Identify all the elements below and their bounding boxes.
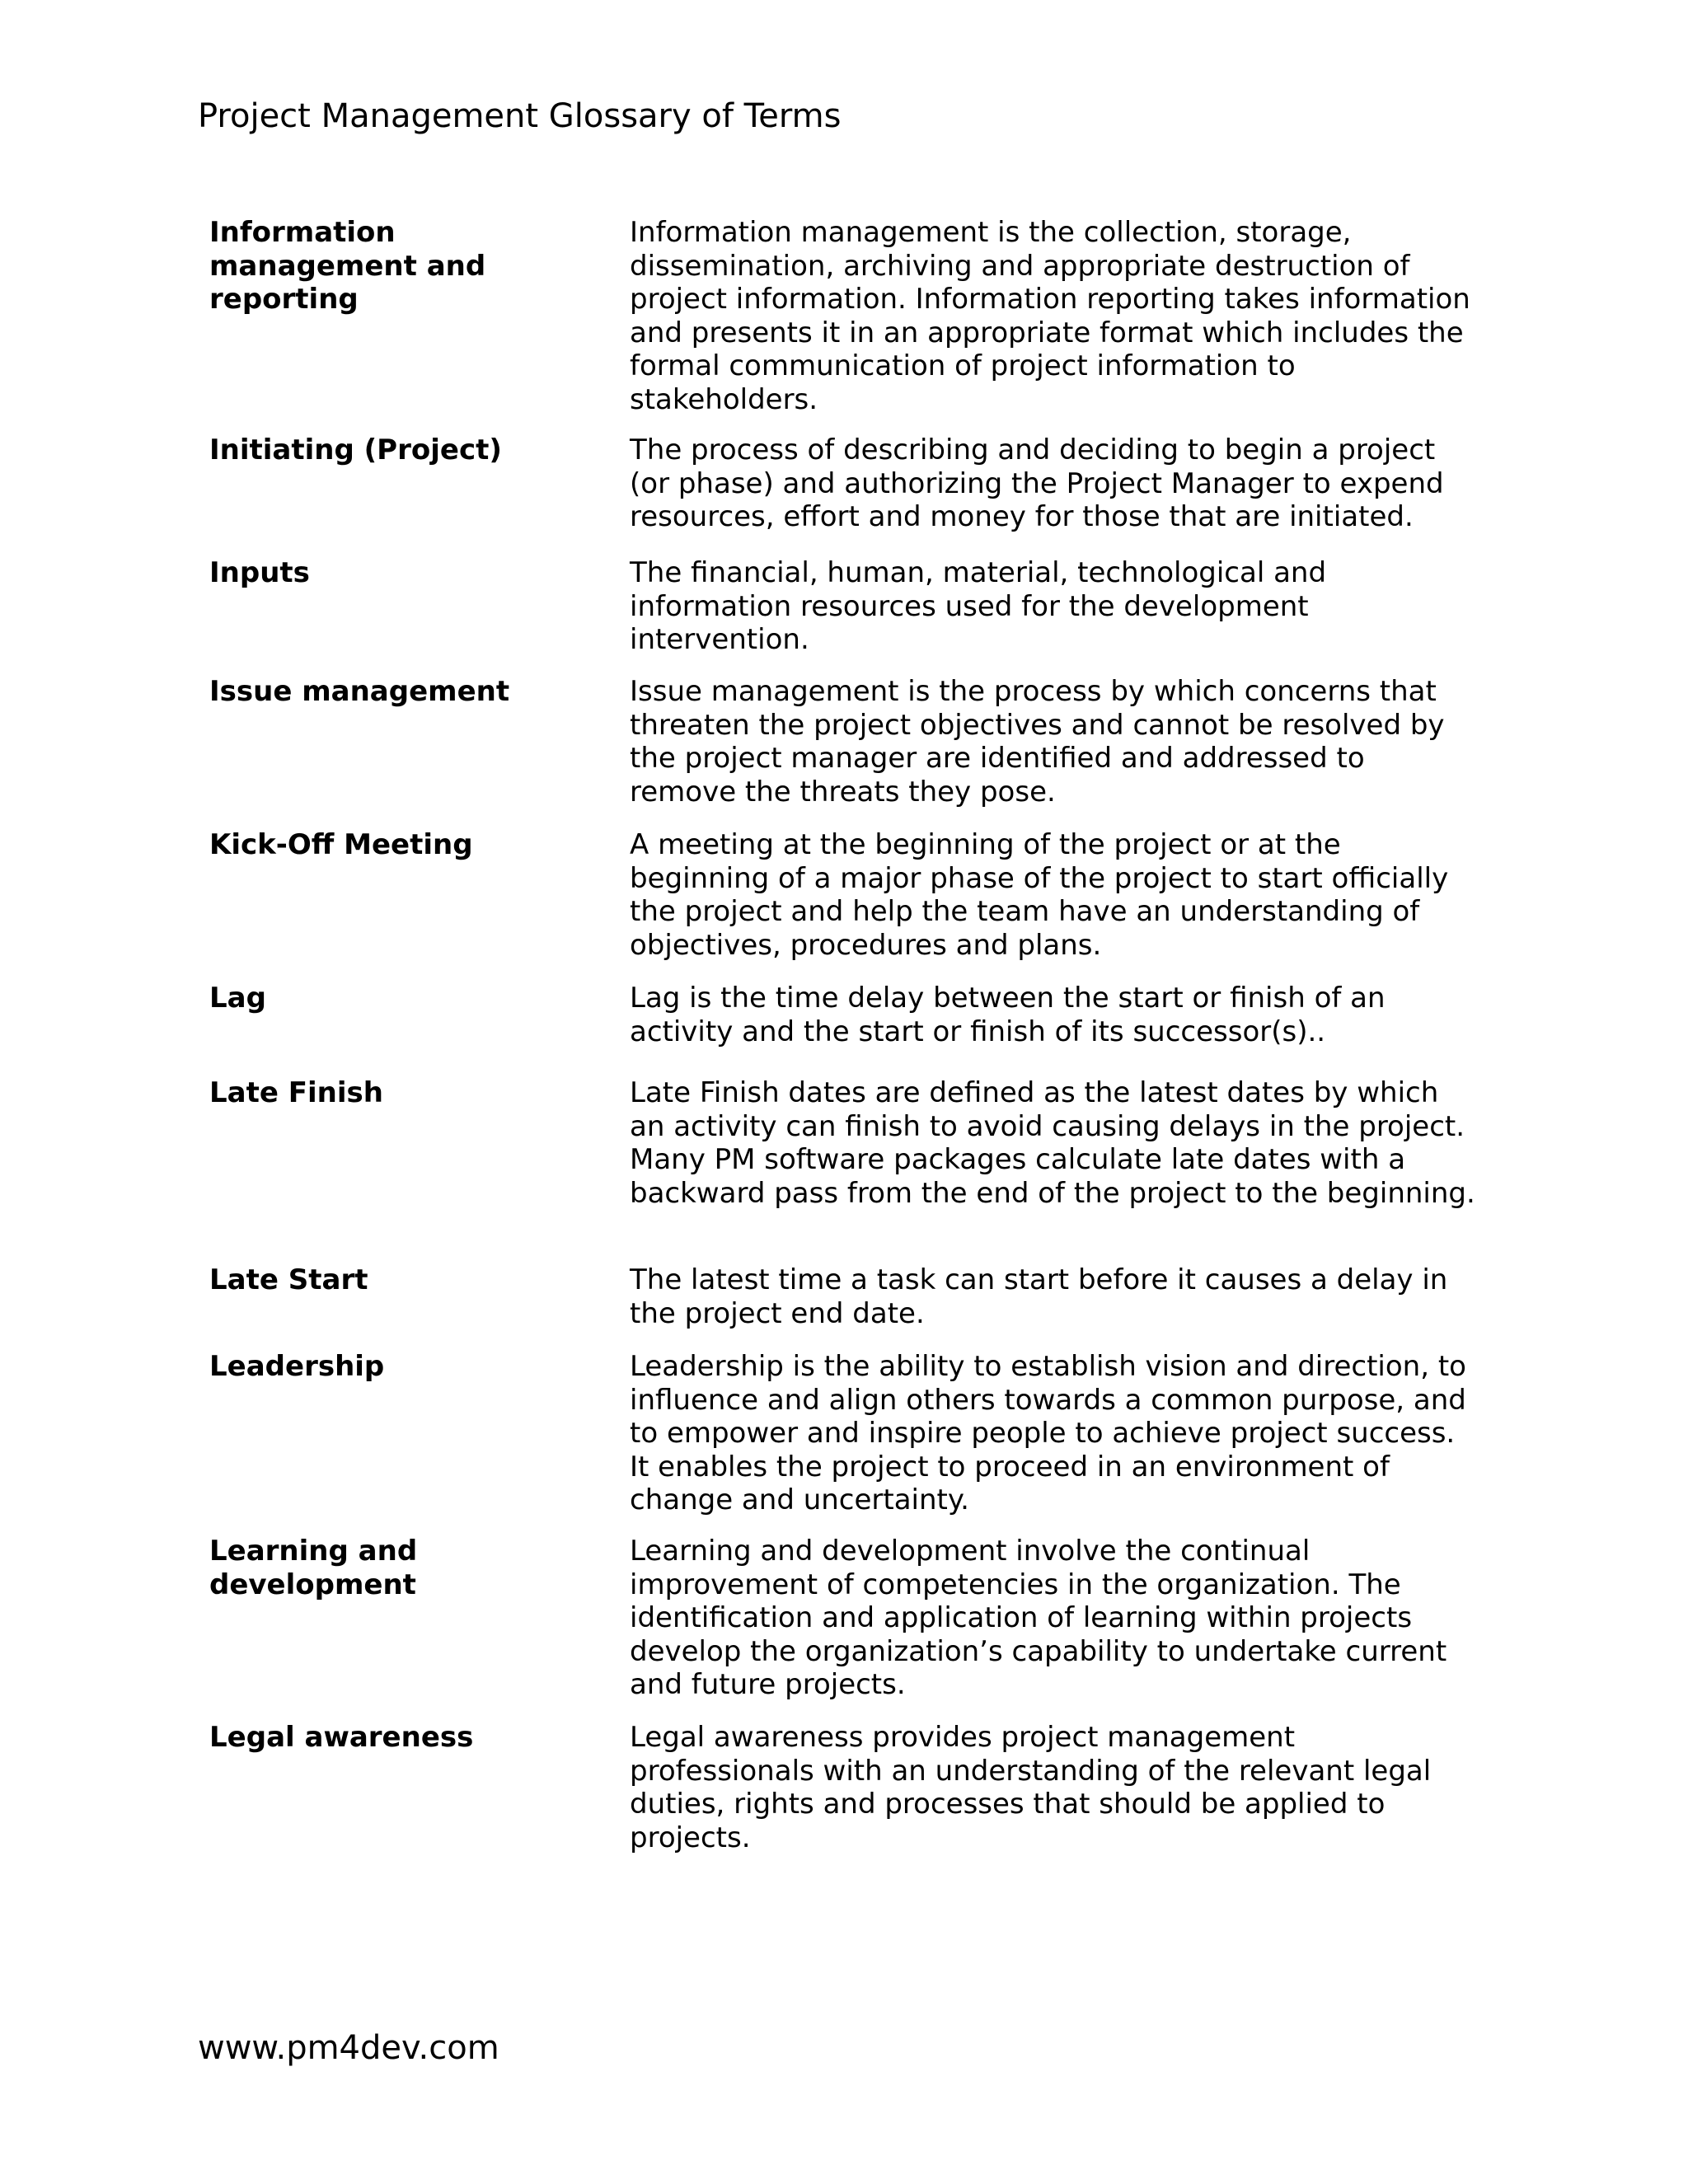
glossary-term: Late Finish <box>209 1076 383 1109</box>
glossary-definition: Issue management is the process by which concerns that threaten the project objectives and cannot be resolved by the project manager are identified and addressed to remove the threats they pose. <box>630 675 1445 808</box>
glossary-term: Kick-Off Meeting <box>209 828 473 861</box>
glossary-term: Learning and development <box>209 1535 418 1601</box>
glossary-term: Late Start <box>209 1263 368 1296</box>
glossary-term: Initiating (Project) <box>209 434 502 466</box>
glossary-term: Issue management <box>209 675 510 708</box>
glossary-definition: Late Finish dates are defined as the latest dates by which an activity can finish to avoid causing delays in the project. Many PM software packages calculate late dates with a backward pass from the end of the project to the beginning. <box>630 1076 1475 1210</box>
glossary-definition: The latest time a task can start before it causes a delay in the project end date. <box>630 1263 1448 1330</box>
glossary-term: Inputs <box>209 556 310 589</box>
glossary-definition: Legal awareness provides project management professionals with an understanding of the relevant legal duties, rights and processes that should be applied to projects. <box>630 1721 1432 1854</box>
glossary-term: Legal awareness <box>209 1721 474 1754</box>
glossary-definition: The process of describing and deciding to begin a project (or phase) and authorizing the Project Manager to expend resources, effort and money for those that are initiated. <box>630 434 1444 533</box>
glossary-term: Lag <box>209 982 266 1015</box>
glossary-definition: Information management is the collection, storage, dissemination, archiving and appropriate destruction of project information. Information reporting takes information and presents it in an appropriate format which includes the formal communication of project information to stakeholders. <box>630 216 1470 416</box>
glossary-definition: A meeting at the beginning of the project or at the beginning of a major phase of the project to start officially the project and help the team have an understanding of objectives, procedures and plans. <box>630 828 1449 962</box>
footer-url: www.pm4dev.com <box>198 2029 499 2067</box>
glossary-definition: The financial, human, material, technological and information resources used for the development intervention. <box>630 556 1327 656</box>
glossary-definition: Leadership is the ability to establish vision and direction, to influence and align others towards a common purpose, and to empower and inspire people to achieve project success. It enables the project to proceed in an environment of change and uncertainty. <box>630 1350 1466 1516</box>
page-title: Project Management Glossary of Terms <box>198 97 842 135</box>
glossary-term: Leadership <box>209 1350 385 1383</box>
glossary-definition: Lag is the time delay between the start or finish of an activity and the start or finish of its successor(s).. <box>630 982 1386 1048</box>
glossary-definition: Learning and development involve the continual improvement of competencies in the organization. The identification and application of learning within projects develop the organization’s capability to undertake current and future projects. <box>630 1535 1447 1701</box>
glossary-term: Information management and reporting <box>209 216 486 316</box>
